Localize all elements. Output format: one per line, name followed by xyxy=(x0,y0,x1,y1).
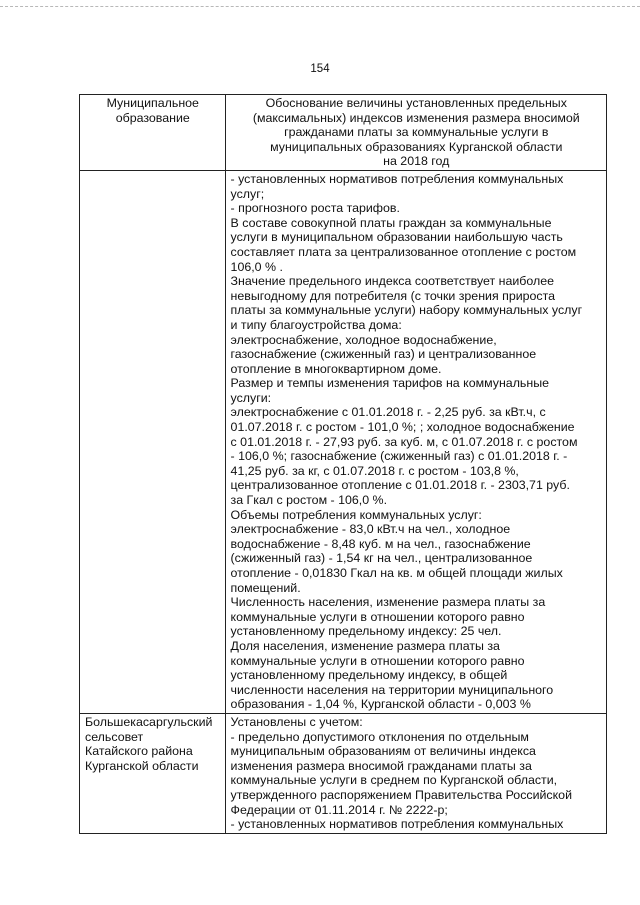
text-line: изменения размера вносимой гражданами платы за xyxy=(230,758,532,773)
header-text-line: образование xyxy=(115,110,190,125)
text-line: Значение предельного индекса соответствует наиболее xyxy=(230,274,555,289)
text-line: Федерации от 01.11.2014 г. № 2222-р; xyxy=(230,802,448,817)
text-line: муниципальным образованиям от величины индекса xyxy=(230,744,536,759)
text-line: электроснабжение с 01.01.2018 г. - 2,25 руб. за кВт.ч, с xyxy=(230,405,546,420)
text-line: - предельно допустимого отклонения по отдельным xyxy=(230,729,529,744)
text-line: коммунальные услуги в отношении которого равно xyxy=(230,653,525,668)
text-line: услуги в муниципальном образовании наибольшую часть xyxy=(230,230,563,245)
text-line: численности населения на территории муниципального xyxy=(230,682,554,697)
text-line: платы за коммунальные услуги) набору коммунальных услуг xyxy=(230,303,583,318)
text-line: образования - 1,04 %, Курганской области - 0,003 % xyxy=(230,697,531,712)
text-line: (сжиженный газ) - 1,54 кг на чел., централизованное xyxy=(230,551,533,566)
text-line: и типу благоустройства дома: xyxy=(230,317,402,332)
table-row xyxy=(80,713,607,833)
text-line: В составе совокупной платы граждан за коммунальные xyxy=(230,215,552,230)
header-text-line: Обоснование величины установленных предельных xyxy=(265,96,567,110)
text-line: коммунальные услуги в отношении которого равно xyxy=(230,609,525,624)
header-text-line: гражданами платы за коммунальные услуги в xyxy=(284,125,549,140)
scan-edge-line xyxy=(0,6,640,10)
text-line: установленному предельному индексу, в общей xyxy=(230,668,508,683)
header-text-line: Муниципальное xyxy=(106,96,199,110)
text-line: отопление - 0,01830 Гкал на кв. м общей площади жилых xyxy=(230,566,563,580)
text-line: утвержденного распоряжением Правительства Российской xyxy=(230,787,572,802)
municipality-name-line: Курганской области xyxy=(85,758,199,773)
header-municipality-cell xyxy=(80,95,226,171)
text-line: централизованное отопление с 01.01.2018 г. - 2303,71 руб. xyxy=(230,478,570,493)
text-line: Численность населения, изменение размера платы за xyxy=(230,595,546,610)
page-number: 154 xyxy=(310,63,330,75)
text-line: за Гкал с ростом - 106,0 %. xyxy=(230,493,388,508)
text-line: - установленных нормативов потребления коммунальных xyxy=(230,171,564,186)
text-line: помещений. xyxy=(230,580,301,595)
header-text-line: муниципальных образованиях Курганской области xyxy=(270,139,563,154)
text-line: Объемы потребления коммунальных услуг: xyxy=(230,507,482,522)
text-line: 41,25 руб. за кг, с 01.07.2018 г. с ростом - 103,8 %, xyxy=(230,463,519,478)
text-line: установленному предельному индексу: 25 чел. xyxy=(230,624,502,639)
text-line: услуги: xyxy=(230,390,272,405)
text-line: - прогнозного роста тарифов. xyxy=(230,201,400,216)
municipality-cell xyxy=(80,170,226,713)
table-header-row xyxy=(80,95,607,171)
text-line: 106,0 % . xyxy=(230,259,283,274)
header-text-line: (максимальных) индексов изменения размера вносимой xyxy=(252,110,580,125)
municipality-cell xyxy=(80,713,226,833)
header-text-line: на 2018 год xyxy=(383,154,450,169)
text-line: отопление в многоквартирном доме. xyxy=(230,361,442,376)
text-line: электроснабжение, холодное водоснабжение, xyxy=(230,332,497,347)
municipality-name-line: Катайского района xyxy=(85,744,193,759)
text-line: Доля населения, изменение размера платы за xyxy=(230,638,500,653)
text-line: с 01.01.2018 г. - 27,93 руб. за куб. м, с 01.07.2018 г. с ростом xyxy=(230,434,578,449)
text-line: 01.07.2018 г. с ростом - 101,0 %; ; холодное водоснабжение xyxy=(230,420,575,435)
text-line: составляет плата за централизованное отопление с ростом xyxy=(230,244,577,259)
text-line: - 106,0 %; газоснабжение (сжиженный газ) с 01.01.2018 г. - xyxy=(230,449,568,464)
text-line: водоснабжение - 8,48 куб. м на чел., газоснабжение xyxy=(230,536,531,551)
text-line: коммунальные услуги в среднем по Курганской области, xyxy=(230,773,558,788)
municipality-name-line: Большекасаргульский xyxy=(85,714,213,729)
text-line: услуг; xyxy=(230,186,265,201)
header-justification-cell xyxy=(225,95,606,171)
text-line: невыгодному для потребителя (с точки зрения прироста xyxy=(230,288,556,303)
justification-cell xyxy=(225,170,606,713)
text-line: Установлены с учетом: xyxy=(230,714,363,729)
municipality-name-line: сельсовет xyxy=(85,729,144,744)
tariff-justification-table xyxy=(79,94,607,834)
table-row xyxy=(80,170,607,713)
text-line: - установленных нормативов потребления коммунальных xyxy=(230,817,564,832)
text-line: электроснабжение - 83,0 кВт.ч на чел., холодное xyxy=(230,522,511,537)
text-line: Размер и темпы изменения тарифов на коммунальные xyxy=(230,376,550,391)
justification-cell xyxy=(225,713,606,833)
text-line: газоснабжение (сжиженный газ) и централизованное xyxy=(230,347,537,362)
